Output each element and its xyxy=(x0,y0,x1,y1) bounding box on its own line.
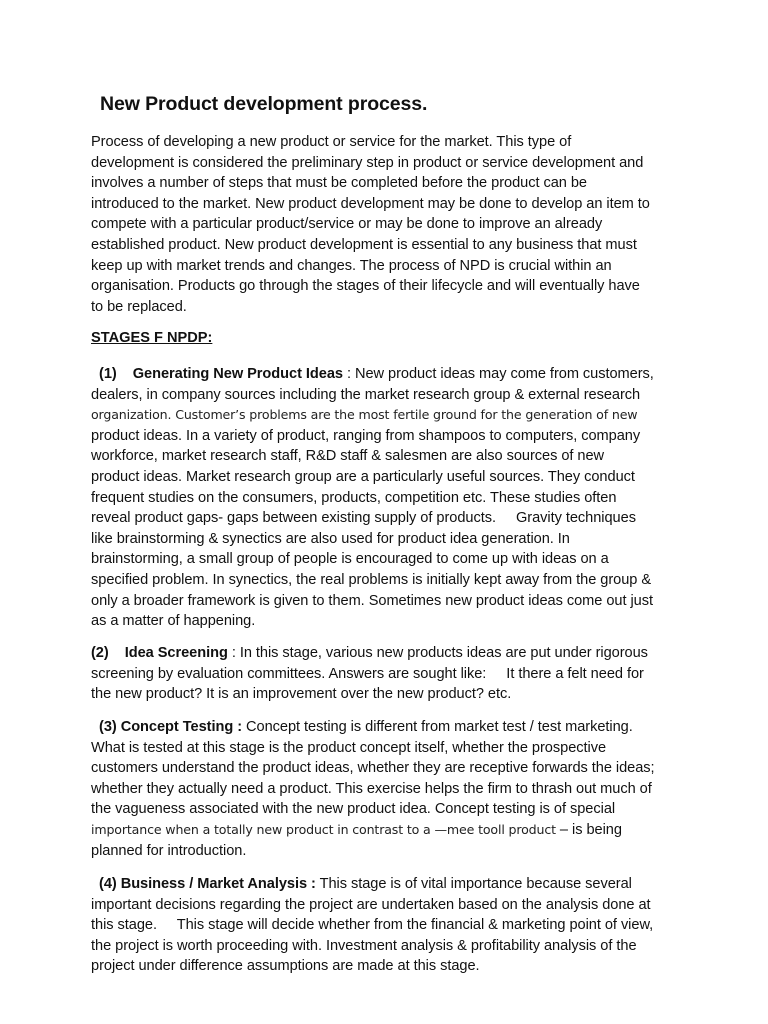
stage-1-line: workforce, market research staff, R&D staff & salesmen are also sources of new xyxy=(91,448,605,465)
stage-2-paragraph xyxy=(91,643,691,705)
intro-line: established product. New product development is essential to any business that must xyxy=(91,236,637,253)
stage-2-line-rest: : In this stage, various new products ideas are put under rigorous xyxy=(227,645,648,661)
intro-line: involves a number of steps that must be completed before the product can be xyxy=(91,175,587,192)
intro-line: Process of developing a new product or service for the market. This type of xyxy=(91,134,572,150)
stage-4-first-line xyxy=(91,874,691,895)
stage-1-line: frequent studies on the consumers, products, competition etc. These studies often xyxy=(91,489,617,506)
intro-paragraph xyxy=(91,132,691,317)
stage-1-line: product ideas. In a variety of product, ranging from shampoos to computers, company xyxy=(91,427,641,444)
stage-3-line xyxy=(91,820,691,841)
stage-1-line: organization. Customer’s problems are the most fertile ground for the generation of new xyxy=(91,407,638,423)
intro-line: to be replaced. xyxy=(91,298,187,315)
stage-3-thin-rest: – is being xyxy=(555,821,622,838)
stage-1-line: product ideas. Market research group are a particularly useful sources. They conduct xyxy=(91,468,635,485)
intro-line: keep up with market trends and changes. The process of NPD is crucial within an xyxy=(91,257,612,274)
stage-4-paragraph xyxy=(91,874,691,977)
stage-3-first-line xyxy=(91,717,691,738)
stage-3-line: What is tested at this stage is the product concept itself, whether the prospective xyxy=(91,739,607,756)
stage-1-line: brainstorming, a small group of people is encouraged to come up with ideas on a xyxy=(91,551,609,568)
stage-1-line: only a broader framework is given to them. Sometimes new product ideas come out just xyxy=(91,592,653,609)
stage-2-label: (2) Idea Screening xyxy=(91,645,228,661)
stage-4-label: (4) Business / Market Analysis : xyxy=(99,876,316,892)
stage-4-line: important decisions regarding the project are undertaken based on the analysis done at xyxy=(91,896,651,913)
stage-3-thin-text: importance when a totally new product in contrast to a —mee tooll product xyxy=(91,821,556,837)
stage-1-line: as a matter of happening. xyxy=(91,613,256,630)
stage-1-line-rest: : New product ideas may come from customers, xyxy=(342,366,654,382)
stage-3-line: whether they actually need a product. This exercise helps the firm to thrash out much of xyxy=(91,780,652,797)
stage-3-label: (3) Concept Testing : xyxy=(99,719,243,735)
stage-3-line-rest: Concept testing is different from market test / test marketing. xyxy=(242,719,633,735)
stage-2-line: the new product? It is an improvement over the new product? etc. xyxy=(91,686,512,703)
stage-2-line: screening by evaluation committees. Answers are sought like: It there a felt need for xyxy=(91,665,644,682)
stage-3-line: customers understand the product ideas, whether they are receptive forwards the ideas; xyxy=(91,760,655,777)
stage-4-line: this stage. This stage will decide whether from the financial & marketing point of view, xyxy=(91,917,654,934)
stage-3-line: the vagueness associated with the new product idea. Concept testing is of special xyxy=(91,801,616,818)
stage-1-line: like brainstorming & synectics are also used for product idea generation. In xyxy=(91,530,570,547)
stage-3-paragraph xyxy=(91,717,691,861)
stage-1-line: reveal product gaps- gaps between existing supply of products. Gravity techniques xyxy=(91,510,636,527)
stage-2-first-line xyxy=(91,643,691,664)
stage-4-line-rest: This stage is of vital importance because several xyxy=(315,876,632,892)
stage-1-label: (1) Generating New Product Ideas xyxy=(99,366,343,382)
intro-line: development is considered the preliminary step in product or service development and xyxy=(91,154,644,171)
stage-1-first-line xyxy=(91,364,691,385)
stages-heading: STAGES F NPDP: xyxy=(91,330,213,346)
stage-4-line: the project is worth proceeding with. Investment analysis & profitability analysis of the xyxy=(91,937,637,954)
stage-4-line: project under difference assumptions are made at this stage. xyxy=(91,958,480,975)
intro-line: organisation. Products go through the stages of their lifecycle and will eventually have xyxy=(91,278,640,295)
stage-1-paragraph xyxy=(91,364,691,632)
intro-line: compete with a particular product/service or may be done to improve an already xyxy=(91,216,603,233)
intro-line: introduced to the market. New product development may be done to develop an item to xyxy=(91,195,650,212)
stage-1-line: dealers, in company sources including the market research group & external research xyxy=(91,386,641,403)
stage-1-line: specified problem. In synectics, the real problems is initially kept away from the group & xyxy=(91,571,652,588)
page-title: New Product development process. xyxy=(100,93,428,115)
stage-3-line: planned for introduction. xyxy=(91,842,247,859)
